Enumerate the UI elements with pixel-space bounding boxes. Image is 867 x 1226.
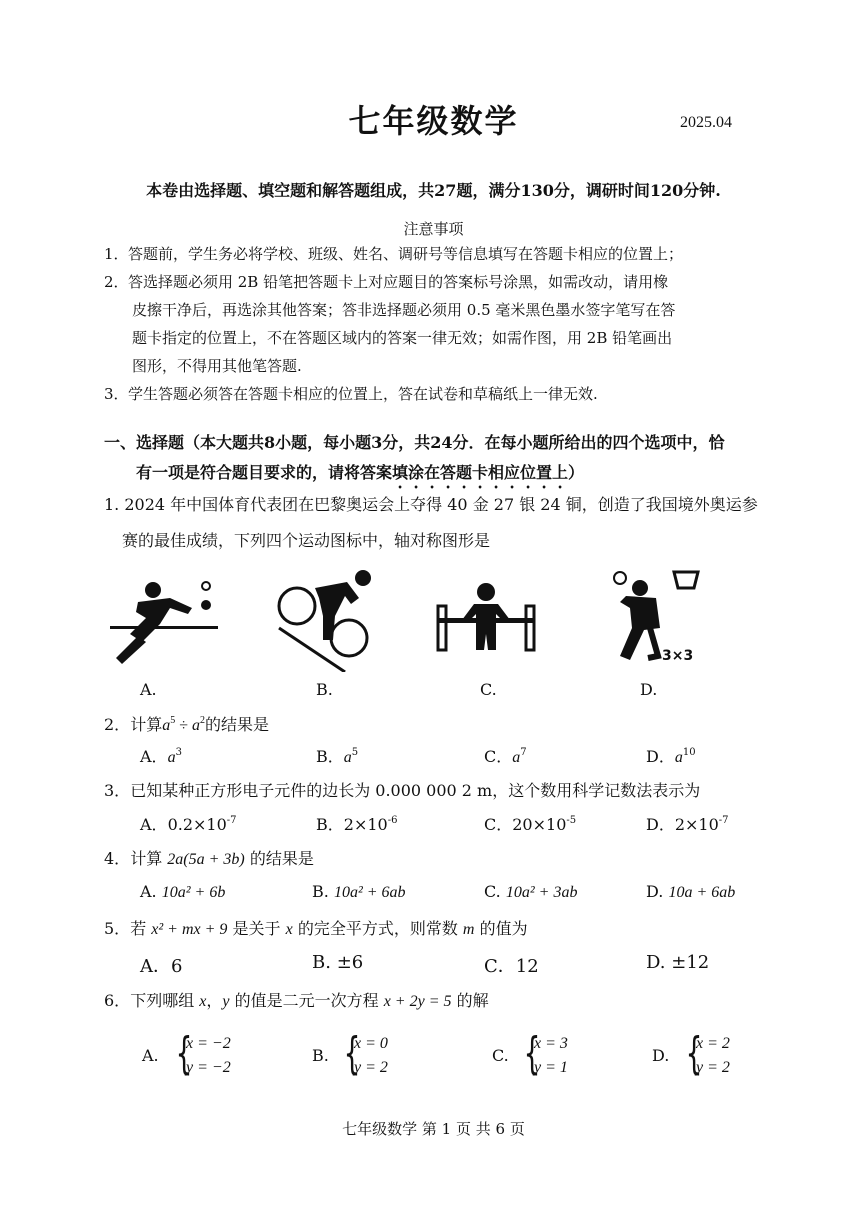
notice-item: 2．答选择题必须用 2B 铅笔把答题卡上对应题目的答案标号涂黑，如需改动，请用橡 xyxy=(104,273,669,291)
q1-option-a: A. xyxy=(140,680,157,699)
q2-option-a: A．$a^3$ xyxy=(140,747,182,766)
brace-symbol: { xyxy=(685,1028,703,1079)
q3-option-a: A．$0.2\times 10^{-7}$ xyxy=(140,815,237,834)
q5-option-d: D. ±12 xyxy=(646,952,710,973)
q2-option-b: B．$a^5$ xyxy=(316,747,359,766)
cycling-icon xyxy=(275,568,379,672)
q5-option-c: C．12 xyxy=(484,956,539,977)
q6-option-a: { x = −2 y = −2 xyxy=(175,1028,231,1079)
q3-option-d: D．$2\times 10^{-7}$ xyxy=(646,815,729,834)
page-title: 七年级数学 xyxy=(348,102,519,140)
q4-option-b: B. 10a² + 6ab xyxy=(312,882,406,901)
q6-option-a-label: A. xyxy=(142,1046,159,1065)
notice-item-cont: 题卡指定的位置上，不在答题区域内的答案一律无效；如需作图，用 2B 铅笔画出 xyxy=(132,329,673,347)
q6-option-d-label: D. xyxy=(652,1046,670,1065)
notice-item-cont: 图形，不得用其他笔答题. xyxy=(132,357,302,375)
brace-symbol: { xyxy=(343,1028,361,1079)
q4-option-c: C. 10a² + 3ab xyxy=(484,882,578,901)
q2-option-d: D．$a^{10}$ xyxy=(646,747,696,766)
q1-option-b: B. xyxy=(316,680,333,699)
q4-option-d: D. 10a + 6ab xyxy=(646,882,736,901)
q3-option-c: C．$20\times 10^{-5}$ xyxy=(484,815,577,834)
notice-title: 注意事项 xyxy=(403,220,464,238)
question-2: 2．计算$a^5 \div a^2$的结果是 xyxy=(104,715,269,734)
exam-date: 2025.04 xyxy=(680,114,732,131)
section-heading: 一、选择题（本大题共8小题，每小题3分，共24分．在每小题所给出的四个选项中，恰 有一项是符合题目要求的，请将答案填涂在答题卡相应位置上） xyxy=(104,433,725,482)
q4-option-a: A. 10a² + 6b xyxy=(140,882,226,901)
q6-option-c-label: C. xyxy=(492,1046,509,1065)
question-1: 1. 2024 年中国体育代表团在巴黎奥运会上夺得 40 金 27 银 24 铜，创造了我国境外奥运参 赛的最佳成绩，下列四个运动图标中，轴对称图形是 xyxy=(104,495,758,550)
q6-option-d: { x = 2 y = 2 xyxy=(685,1028,730,1079)
q6-option-b-label: B. xyxy=(312,1046,329,1065)
table-tennis-icon xyxy=(108,572,224,672)
q1-option-d: D. xyxy=(640,680,658,699)
q5-option-b: B. ±6 xyxy=(312,952,364,973)
icon-d-label: 3×3 xyxy=(662,648,694,664)
brace-symbol: { xyxy=(175,1028,193,1079)
weightlifting-icon xyxy=(436,580,536,664)
notice-list xyxy=(104,240,784,408)
basketball-3x3-icon xyxy=(600,568,704,668)
notice-item-cont: 皮擦干净后，再选涂其他答案；答非选择题必须用 0.5 毫米黑色墨水签字笔写在答 xyxy=(132,301,676,319)
q6-option-c: { x = 3 y = 1 xyxy=(523,1028,568,1079)
question-5: 5．若 x² + mx + 9 是关于 x 的完全平方式，则常数 m 的值为 xyxy=(104,919,528,938)
question-6: 6．下列哪组 x，y 的值是二元一次方程 x + 2y = 5 的解 xyxy=(104,991,489,1010)
exam-intro: 本卷由选择题、填空题和解答题组成，共27题，满分130分，调研时间120分钟. xyxy=(146,181,721,200)
q2-option-c: C．$a^7$ xyxy=(484,747,527,766)
notice-item: 1．答题前，学生务必将学校、班级、姓名、调研号等信息填写在答题卡相应的位置上； xyxy=(104,245,684,263)
question-4: 4．计算 2a(5a + 3b) 的结果是 xyxy=(104,849,314,868)
page-footer: 七年级数学 第 1 页 共 6 页 xyxy=(342,1120,525,1138)
q6-option-b: { x = 0 y = 2 xyxy=(343,1028,388,1079)
brace-symbol: { xyxy=(523,1028,541,1079)
q1-option-c: C. xyxy=(480,680,497,699)
q5-option-a: A．6 xyxy=(140,956,183,977)
q3-option-b: B．$2\times 10^{-6}$ xyxy=(316,815,398,834)
question-3: 3．已知某种正方形电子元件的边长为 0.000 000 2 m，这个数用科学记数法表示为 xyxy=(104,781,701,800)
notice-item: 3．学生答题必须答在答题卡相应的位置上，答在试卷和草稿纸上一律无效. xyxy=(104,385,598,403)
